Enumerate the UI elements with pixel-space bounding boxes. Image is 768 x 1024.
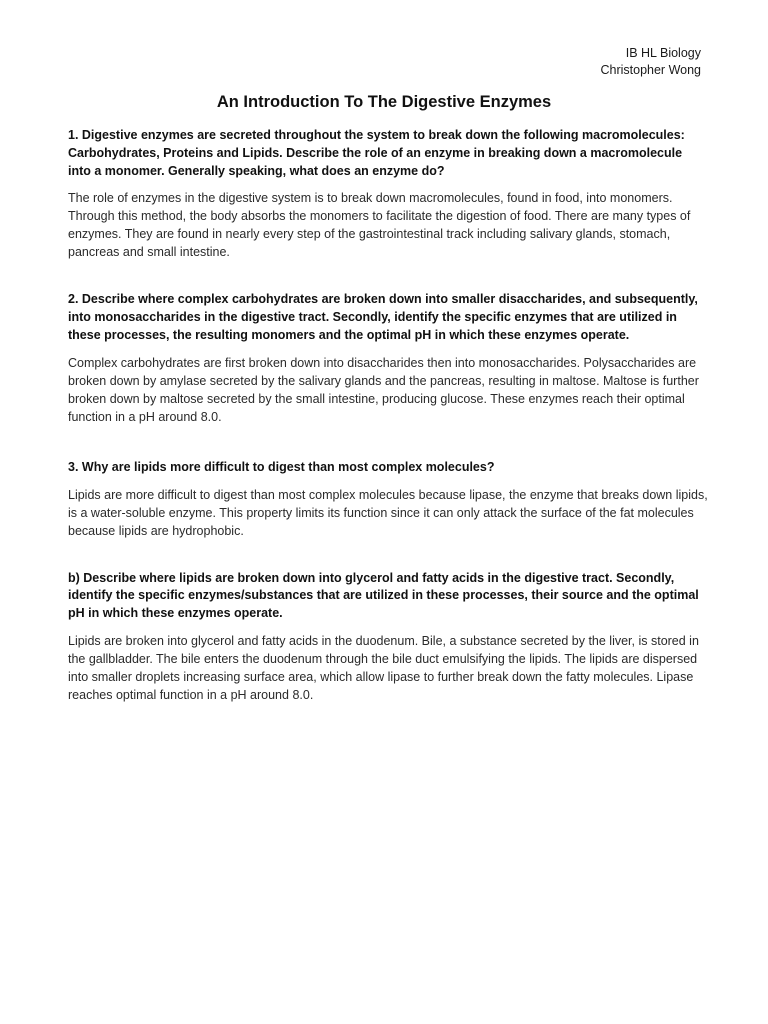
question-section-3b [68,570,708,704]
question-text: b) Describe where lipids are broken down into glycerol and fatty acids in the digestive tract. Secondly, identify the specific enzymes/substances that are utilized in these processes, their source and the optimal pH in which these enzymes operate. [68,570,699,621]
question-section-2 [68,291,708,425]
question-section-1 [68,127,708,261]
answer-text: Complex carbohydrates are first broken down into disaccharides then into monosaccharides. Polysaccharides are broken down by amylase secreted by the salivary glands and the pancreas, resulting in maltose. Maltose is further broken down by maltose secreted by the small intestine, producing glucose. These enzymes reach their optimal function in a pH around 8.0. [68,355,699,424]
document-header [600,45,701,79]
course-name: IB HL Biology [625,46,701,60]
question-text: 2. Describe where complex carbohydrates are broken down into smaller disaccharides, and subsequently, into monosaccharides in the digestive tract. Secondly, identify the specific enzymes that are utilized in these processes, the resulting monomers and the optimal pH in which these enzymes operate. [68,292,698,342]
document-body [68,127,708,704]
author-name: Christopher Wong [600,63,701,77]
answer-text: Lipids are more difficult to digest than most complex molecules because lipase, the enzyme that breaks down lipids, is a water-soluble enzyme. This property limits its function since it can only attack the surface of the fat molecules because lipids are hydrophobic. [68,487,708,538]
question-section-3 [68,459,708,540]
document-title: An Introduction To The Digestive Enzymes [216,93,552,111]
question-text: 3. Why are lipids more difficult to digest than most complex molecules? [68,459,495,474]
answer-text: The role of enzymes in the digestive system is to break down macromolecules, found in food, into monomers. Through this method, the body absorbs the monomers to facilitate the digestion of food. There are many types of enzymes. They are found in nearly every step of the gastrointestinal track including salivary glands, stomach, pancreas and small intestine. [68,191,691,260]
question-text: 1. Digestive enzymes are secreted throughout the system to break down the following macromolecules: Carbohydrates, Proteins and Lipids. Describe the role of an enzyme in breaking down a macromolecule into a monomer. Generally speaking, what does an enzyme do? [68,128,685,178]
answer-text: Lipids are broken into glycerol and fatty acids in the duodenum. Bile, a substance secreted by the liver, is stored in the gallbladder. The bile enters the duodenum through the bile duct emulsifying the lipids. The lipids are dispersed into smaller droplets increasing surface area, which allow lipase to further break down the fatty molecules. Lipase reaches optimal function in a pH around 8.0. [68,633,699,702]
